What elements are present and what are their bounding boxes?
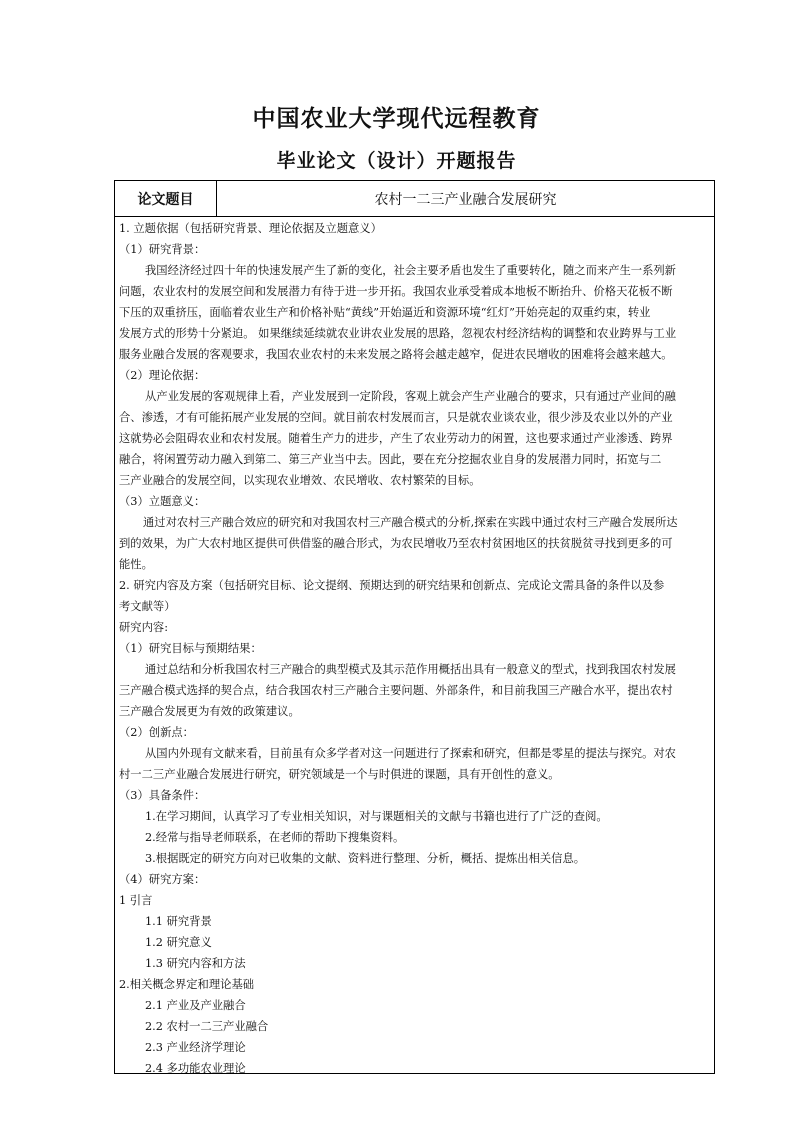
report-body [115,217,714,1073]
outline-item: 2.1 产业及产业融合 [145,999,246,1012]
outline-chapter: 1 引言 [119,894,153,907]
section-heading: 2. 研究内容及方案（包括研究目标、论文提纲、预期达到的研究结果和创新点、完成论文需具备的条件以及参 [119,579,665,592]
paragraph-line: 服务业融合发展的客观要求，我国农业农村的未来发展之路将会越走越窄，促进农民增收的困难将会越来越大。 [119,348,673,361]
paragraph-line: 三产融合模式选择的契合点，结合我国农村三产融合主要问题、外部条件，和目前我国三产融合水平，提出农村 [119,684,673,697]
paragraph-line: 发展方式的形势十分紧迫。 如果继续延续就农业讲农业发展的思路，忽视农村经济结构的调整和农业跨界与工业 [119,327,677,340]
paragraph-line: 下压的双重挤压，面临着农业生产和价格补贴“黄线”开始逼近和资源环境“红灯”开始亮起的双重约束，转业 [119,306,651,319]
section-heading-cont: 考文献等） [119,600,176,613]
institution-title: 中国农业大学现代远程教育 [252,106,541,132]
thesis-title-label: 论文题目 [115,181,217,216]
outline-chapter: 2.相关概念界定和理论基础 [119,978,255,991]
subsection-heading: （2）理论依据： [119,369,206,382]
outline-item: 1.3 研究内容和方法 [145,957,246,970]
paragraph-line: 问题，农业农村的发展空间和发展潜力有待于进一步开拓。我国农业承受着成本地板不断抬升、价格天花板不断 [119,285,673,298]
outline-item: 2.4 多功能农业理论 [145,1062,246,1073]
thesis-title-value: 农村一二三产业融合发展研究 [374,191,557,208]
paragraph-line: 通过总结和分析我国农村三产融合的典型模式及其示范作用概括出具有一般意义的型式，找到我国农村发展 [145,663,676,676]
outline-item: 1.1 研究背景 [145,915,212,928]
paragraph-line: 三产业融合的发展空间，以实现农业增效、农民增收、农村繁荣的目标。 [119,474,481,487]
list-item: 2.经常与指导老师联系，在老师的帮助下搜集资料。 [145,831,405,844]
section-heading: 1. 立题依据（包括研究背景、理论依据及立题意义） [119,222,382,235]
subsection-heading: （1）研究背景： [119,243,206,256]
list-item: 3.根据既定的研究方向对已收集的文献、资料进行整理、分析，概括、提炼出相关信息。 [145,852,586,865]
subsection-heading: （4）研究方案： [119,873,206,886]
paragraph-line: 村一二三产业融合发展进行研究，研究领域是一个与时俱进的课题，具有开创性的意义。 [119,768,560,781]
list-item: 1.在学习期间，认真学习了专业相关知识，对与课题相关的文献与书籍也进行了广泛的查阅。 [145,810,608,823]
paragraph-line: 通过对农村三产融合效应的研究和对我国农村三产融合模式的分析,探索在实践中通过农村三产融合发展所达 [143,516,678,529]
outline-item: 2.3 产业经济学理论 [145,1041,246,1054]
subsection-heading: （2）创新点： [119,726,194,739]
thesis-title-row [115,181,714,217]
subsection-heading: （1）研究目标与预期结果： [119,642,262,655]
outline-item: 2.2 农村一二三产业融合 [145,1020,269,1033]
outline-item: 1.2 研究意义 [145,936,212,949]
report-table [114,180,715,1074]
paragraph-line: 能性。 [119,558,153,571]
subsection-heading: 研究内容: [119,621,168,634]
subsection-heading: （3）具备条件： [119,789,206,802]
paragraph-line: 我国经济经过四十年的快速发展产生了新的变化，社会主要矛盾也发生了重要转化，随之而来产生一系列新 [145,264,676,277]
paragraph-line: 到的效果，为广大农村地区提供可供借鉴的融合形式，为农民增收乃至农村贫困地区的扶贫脱贫寻找到更多的可 [119,537,673,550]
report-title: 毕业论文（设计）开题报告 [276,150,517,172]
subsection-heading: （3）立题意义： [119,495,206,508]
paragraph-line: 三产融合发展更为有效的政策建议。 [119,705,300,718]
paragraph-line: 从国内外现有文献来看，目前虽有众多学者对这一问题进行了探索和研究，但都是零星的提法与探究。对农 [145,747,676,760]
paragraph-line: 合、渗透，才有可能拓展产业发展的空间。就目前农村发展而言，只是就农业谈农业，很少涉及农业以外的产业 [119,411,673,424]
paragraph-line: 从产业发展的客观规律上看，产业发展到一定阶段，客观上就会产生产业融合的要求，只有通过产业间的融 [145,390,676,403]
paragraph-line: 融合，将闲置劳动力融入到第二、第三产业当中去。因此，要在充分挖掘农业自身的发展潜力同时，拓宽与二 [119,453,662,466]
paragraph-line: 这就势必会阻碍农业和农村发展。随着生产力的进步，产生了农业劳动力的闲置，这也要求通过产业渗透、跨界 [119,432,673,445]
